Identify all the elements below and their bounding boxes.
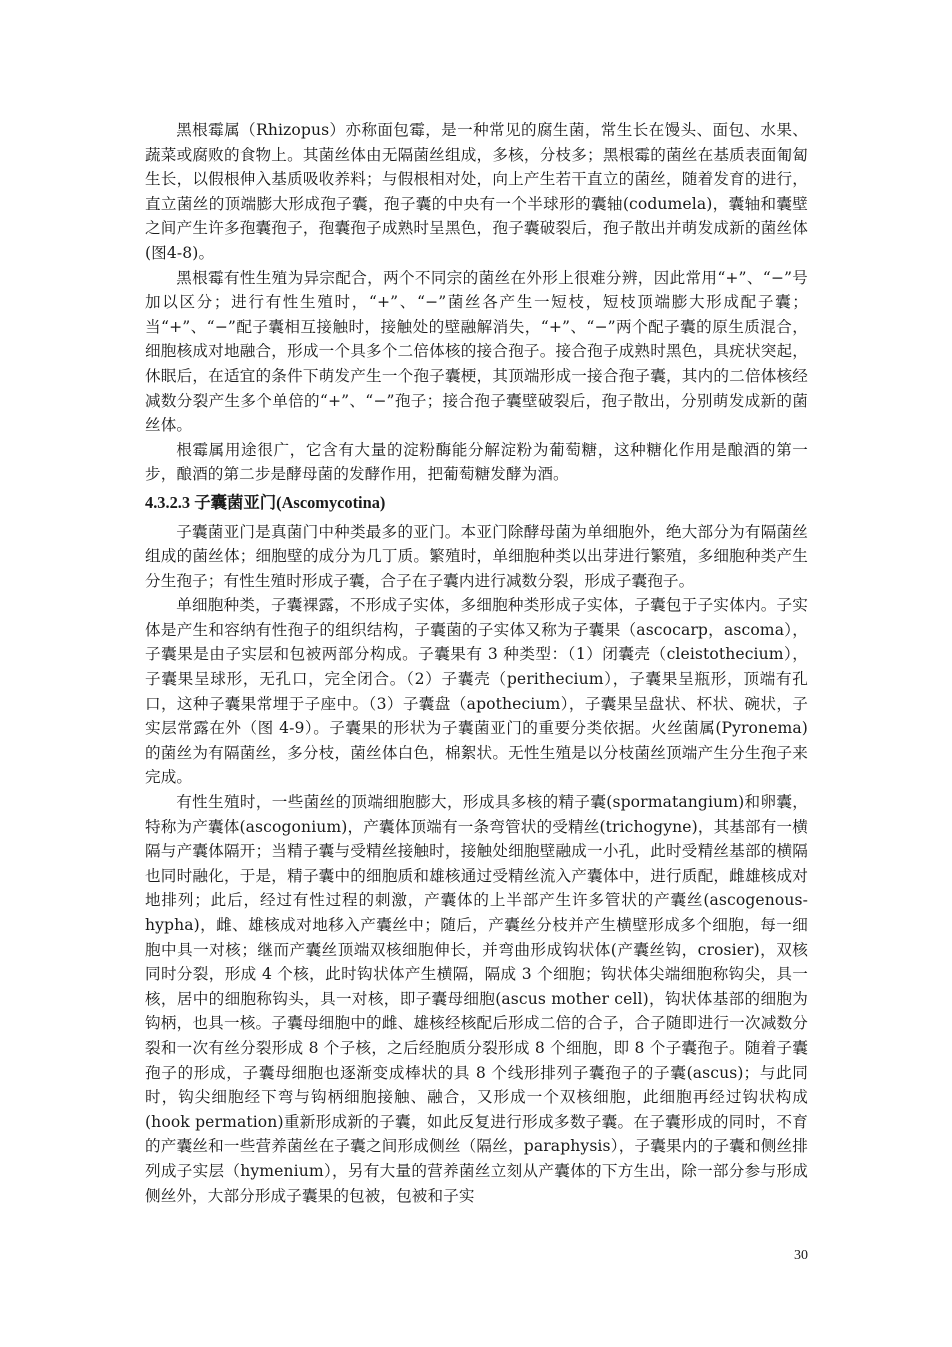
paragraph-rhizopus-sexual-reproduction: 黑根霉有性生殖为异宗配合，两个不同宗的菌丝在外形上很难分辨，因此常用“+”、“−”号加以区分；进行有性生殖时，“+”、“−”菌丝各产生一短枝，短枝顶端膨大形成配子囊；当“+”、“−”配子囊相互接触时，接触处的壁融解消失，“+”、“−”两个配子囊的原生质混合，细胞核成对地融合，形成一个具多个二倍体核的接合孢子。接合孢子成熟时黑色，具疣状突起，休眠后，在适宜的条件下萌发产生一个孢子囊梗，其顶端形成一接合孢子囊，其内的二倍体核经减数分裂产生多个单倍的“+”、“−”孢子；接合孢子囊壁破裂后，孢子散出，分别萌发成新的菌丝体。 xyxy=(145,268,808,435)
page-body xyxy=(145,118,808,1208)
paragraph-ascocarp-types: 单细胞种类，子囊裸露，不形成子实体，多细胞种类形成子实体，子囊包于子实体内。子实体是产生和容纳有性孢子的组织结构，子囊菌的子实体又称为子囊果（ascocarp，ascoma），子囊果是由子实层和包被两部分构成。子囊果有 3 种类型：（1）闭囊壳（cleistothecium），子囊果呈球形，无孔口，完全闭合。（2）子囊壳（perithecium），子囊果呈瓶形，顶端有孔口，这种子囊果常埋于子座中。（3）子囊盘（apothecium），子囊果呈盘状、杯状、碗状，子实层常露在外（图 4-9）。子囊果的形状为子囊菌亚门的重要分类依据。火丝菌属(Pyronema)的菌丝为有隔菌丝，多分枝，菌丝体白色，棉絮状。无性生殖是以分枝菌丝顶端产生分生孢子来完成。 xyxy=(145,596,808,787)
page-number: 30 xyxy=(794,1248,808,1263)
paragraph-rhizopus-uses: 根霉属用途很广，它含有大量的淀粉酶能分解淀粉为葡萄糖，这种糖化作用是酿酒的第一步，酿酒的第二步是酵母菌的发酵作用，把葡萄糖发酵为酒。 xyxy=(145,440,808,484)
paragraph-sexual-reproduction: 有性生殖时，一些菌丝的顶端细胞膨大，形成具多核的精子囊(spormatangium)和卵囊，特称为产囊体(ascogonium)，产囊体顶端有一条弯管状的受精丝(trichogyne)，其基部有一横隔与产囊体隔开；当精子囊与受精丝接触时，接触处细胞壁融成一小孔，此时受精丝基部的横隔也同时融化，于是，精子囊中的细胞质和雄核通过受精丝流入产囊体中，进行质配，雌雄核成对地排列；此后，经过有性过程的刺激，产囊体的上半部产生许多管状的产囊丝(ascogenous-hypha)，雌、雄核成对地移入产囊丝中；随后，产囊丝分枝并产生横壁形成多个细胞，每一细胞中具一对核；继而产囊丝顶端双核细胞伸长，并弯曲形成钩状体(产囊丝钩，crosier)，双核同时分裂，形成 4 个核，此时钩状体产生横隔，隔成 3 个细胞；钩状体尖端细胞称钩尖，具一核，居中的细胞称钩头，具一对核，即子囊母细胞(ascus mother cell)，钩状体基部的细胞为钩柄，也具一核。子囊母细胞中的雌、雄核经核配后形成二倍的合子，合子随即进行一次减数分裂和一次有丝分裂形成 8 个子核，之后经胞质分裂形成 8 个细胞，即 8 个子囊孢子。随着子囊孢子的形成，子囊母细胞也逐渐变成棒状的具 8 个线形排列子囊孢子的子囊(ascus)；与此同时，钩尖细胞经下弯与钩柄细胞接触、融合，又形成一个双核细胞，此细胞再经过钩状构成(hook permation)重新形成新的子囊，如此反复进行形成多数子囊。在子囊形成的同时，不育的产囊丝和一些营养菌丝在子囊之间形成侧丝（隔丝，paraphysis），子囊果内的子囊和侧丝排列成子实层（hymenium），另有大量的营养菌丝立刻从产囊体的下方生出，除一部分参与形成侧丝外，大部分形成子囊果的包被，包被和子实 xyxy=(145,793,808,1205)
section-title: 子囊菌亚门(Ascomycotina) xyxy=(194,492,386,512)
section-heading xyxy=(145,491,808,516)
paragraph-rhizopus-intro: 黑根霉属（Rhizopus）亦称面包霉，是一种常见的腐生菌，常生长在馒头、面包、水果、蔬菜或腐败的食物上。其菌丝体由无隔菌丝组成，多核，分枝多；黑根霉的菌丝在基质表面匍匐生长，以假根伸入基质吸收养料；与假根相对处，向上产生若干直立的菌丝，随着发育的进行，直立菌丝的顶端膨大形成孢子囊，孢子囊的中央有一个半球形的囊轴(codumela)，囊轴和囊壁之间产生许多孢囊孢子，孢囊孢子成熟时呈黑色，孢子囊破裂后，孢子散出并萌发成新的菌丝体(图4-8)。 xyxy=(145,121,808,262)
paragraph-ascomycotina-overview: 子囊菌亚门是真菌门中种类最多的亚门。本亚门除酵母菌为单细胞外，绝大部分为有隔菌丝组成的菌丝体；细胞壁的成分为几丁质。繁殖时，单细胞种类以出芽进行繁殖，多细胞种类产生分生孢子；有性生殖时形成子囊，合子在子囊内进行减数分裂，形成子囊孢子。 xyxy=(145,522,808,590)
section-number: 4.3.2.3 xyxy=(145,492,191,512)
